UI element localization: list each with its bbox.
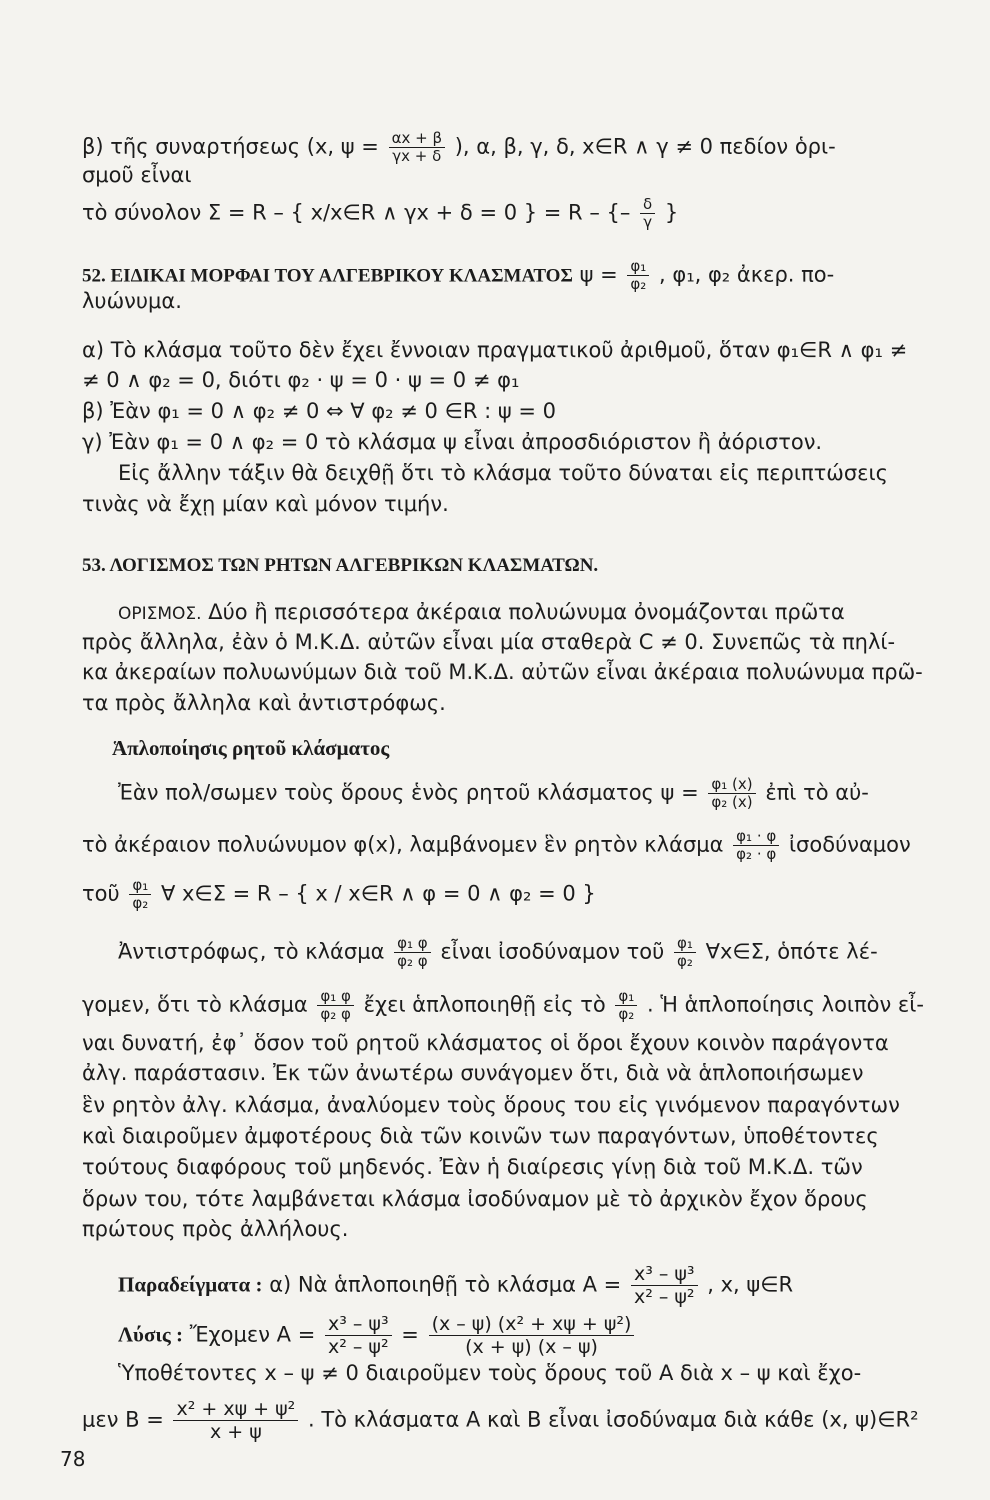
text-line: Ἐὰν πολ/σωμεν τοὺς ὅρους ἑνὸς ρητοῦ κλάσματος ψ = $\frac{\text{φ₁ (x)}}{\text{φ₂ (x)}}$ ἐπὶ τὸ αὐ-	[118, 775, 869, 811]
text-line: καὶ διαιροῦμεν ἀμφοτέρους διὰ τῶν κοινῶν των παραγόντων, ὑποθέτοντες	[82, 1124, 879, 1148]
fraction: $\frac{\text{x² + xψ + ψ²}}{x + \psi}$	[173, 1398, 298, 1443]
text-line: σμοῦ εἶναι	[82, 163, 192, 187]
fraction: $\frac{\text{(x – ψ) (x² + xψ + ψ²)}}{(x + \psi) (x - \psi)}$	[429, 1313, 635, 1358]
text-line: Λύσις : Ἔχομεν Α = $\frac{\text{x³ – ψ³}}{\text{x² – ψ²}}$ = $\frac{\text{(x – ψ) (x² + xψ + ψ²)}}{(x + \psi) (x - \psi)}$	[118, 1313, 947, 1358]
text-line: γομεν, ὅτι τὸ κλάσμα $\frac{\text{φ₁ φ}}{\text{φ₂ φ}}$ ἔχει ἁπλοποιηθῇ εἰς τὸ $\frac{\text{φ₁}}{\text{φ₂}}$ . Ἡ ἁπλοποίησις λοιπὸν εἶ-	[82, 987, 924, 1023]
text-line: κα ἀκεραίων πολυωνύμων διὰ τοῦ Μ.Κ.Δ. αὐτῶν εἶναι ἀκέραια πολυώνυμα πρῶ-	[82, 660, 923, 684]
fraction: $\frac{\text{φ₁}}{\text{φ₂}}$	[615, 988, 637, 1023]
text-line: β) τῆς συναρτήσεως (x, ψ = $\frac{\alpha x + \beta}{\gamma x + \delta}$ ), α, β, γ, δ, x∈R ∧ γ ≠ 0 πεδίον ὁρι-	[82, 129, 836, 165]
fraction: $\frac{\delta}{\gamma}$	[640, 196, 655, 231]
text-line: Ὑποθέτοντες x – ψ ≠ 0 διαιροῦμεν τοὺς ὅρους τοῦ Α διὰ x – ψ καὶ ἔχο-	[118, 1361, 862, 1385]
text-line: τὸ ἀκέραιον πολυώνυμον φ(x), λαμβάνομεν ἓν ρητὸν κλάσμα $\frac{\text{φ₁ · φ}}{\text{φ₂ · φ}}$ ἰσοδύναμον	[82, 827, 911, 863]
text-line: τα πρὸς ἄλληλα καὶ ἀντιστρόφως.	[82, 691, 446, 715]
text-line: Εἰς ἄλλην τάξιν θὰ δειχθῇ ὅτι τὸ κλάσμα τοῦτο δύναται εἰς περιπτώσεις	[118, 461, 888, 485]
section-53-heading: 53. ΛΟΓΙΣΜΟΣ ΤΩΝ ΡΗΤΩΝ ΑΛΓΕΒΡΙΚΩΝ ΚΛΑΣΜΑΤΩΝ.	[82, 555, 599, 576]
text-line: τούτους διαφόρους τοῦ μηδενός. Ἐὰν ἡ διαίρεσις γίνῃ διὰ τοῦ Μ.Κ.Δ. τῶν	[82, 1155, 863, 1179]
fraction: $\frac{\text{φ₁}}{\text{φ₂}}$	[627, 258, 649, 293]
section-52-heading: 52. ΕΙΔΙΚΑΙ ΜΟΡΦΑΙ ΤΟΥ ΑΛΓΕΒΡΙΚΟΥ ΚΛΑΣΜΑΤΟΣ ψ = $\frac{\text{φ₁}}{\text{φ₂}}$ , φ₁, φ₂ ἀκερ. πο-	[82, 257, 835, 293]
text-line: ἀλγ. παράστασιν. Ἐκ τῶν ἀνωτέρω συνάγομεν ὅτι, διὰ νὰ ἁπλοποιήσωμεν	[82, 1061, 864, 1085]
fraction: $\frac{\text{x³ – ψ³}}{\text{x² – ψ²}}$	[631, 1263, 698, 1308]
text-line: ὅρων του, τότε λαμβάνεται κλάσμα ἰσοδύναμον μὲ τὸ ἀρχικὸν ἔχον ὅρους	[82, 1187, 868, 1211]
text-line: Παραδείγματα : α) Νὰ ἁπλοποιηθῇ τὸ κλάσμα Α = $\frac{\text{x³ – ψ³}}{\text{x² – ψ²}}$ , x, ψ∈R	[118, 1263, 794, 1308]
text-line: τινὰς νὰ ἔχῃ μίαν καὶ μόνον τιμήν.	[82, 492, 449, 516]
subsection-heading: Ἁπλοποίησις ρητοῦ κλάσματος	[112, 736, 390, 760]
text-line: β) Ἐὰν φ₁ = 0 ∧ φ₂ ≠ 0 ⇔ ∀ φ₂ ≠ 0 ∈R : ψ = 0	[82, 399, 557, 423]
text-line: ≠ 0 ∧ φ₂ = 0, διότι φ₂ · ψ = 0 · ψ = 0 ≠ φ₁	[82, 368, 520, 392]
text-line: γ) Ἐὰν φ₁ = 0 ∧ φ₂ = 0 τὸ κλάσμα ψ εἶναι ἀπροσδιόριστον ἢ ἀόριστον.	[82, 430, 823, 454]
fraction: $\frac{\text{x³ – ψ³}}{\text{x² – ψ²}}$	[325, 1313, 392, 1358]
page-number: 78	[60, 1447, 86, 1471]
text-line: Ἀντιστρόφως, τὸ κλάσμα $\frac{\text{φ₁ φ}}{\text{φ₂ φ}}$ εἶναι ἰσοδύναμον τοῦ $\frac{\text{φ₁}}{\text{φ₂}}$ ∀x∈Σ, ὁπότε λέ-	[118, 934, 878, 970]
text-line: λυώνυμα.	[82, 289, 182, 313]
fraction: $\frac{\text{φ₁}}{\text{φ₂}}$	[129, 877, 151, 912]
text-line: ναι δυνατή, ἐφ᾽ ὅσον τοῦ ρητοῦ κλάσματος οἱ ὅροι ἔχουν κοινὸν παράγοντα	[82, 1031, 889, 1055]
text-line: α) Τὸ κλάσμα τοῦτο δὲν ἔχει ἔννοιαν πραγματικοῦ ἀριθμοῦ, ὅταν φ₁∈R ∧ φ₁ ≠	[82, 338, 908, 362]
text-line: τὸ σύνολον Σ = R – { x/x∈R ∧ γx + δ = 0 } = R – {– $\frac{\delta}{\gamma}$ }	[82, 195, 679, 231]
fraction: $\frac{\text{φ₁ (x)}}{\text{φ₂ (x)}}$	[708, 776, 755, 811]
text-line: μεν Β = $\frac{\text{x² + xψ + ψ²}}{x + \psi}$ . Τὸ κλάσματα Α καὶ Β εἶναι ἰσοδύναμα διὰ κάθε (x, ψ)∈R²	[82, 1398, 919, 1443]
definition-label: ΟΡΙΣΜΟΣ.	[118, 604, 202, 624]
fraction: $\frac{\alpha x + \beta}{\gamma x + \delta}$	[389, 130, 445, 165]
text-line: τοῦ $\frac{\text{φ₁}}{\text{φ₂}}$ ∀ x∈Σ = R – { x / x∈R ∧ φ = 0 ∧ φ₂ = 0 }	[82, 876, 596, 912]
text-line: πρώτους πρὸς ἀλλήλους.	[82, 1217, 349, 1241]
examples-label: Παραδείγματα :	[118, 1272, 263, 1297]
fraction: $\frac{\text{φ₁ φ}}{\text{φ₂ φ}}$	[317, 988, 354, 1023]
text-line: πρὸς ἄλληλα, ἐὰν ὁ Μ.Κ.Δ. αὐτῶν εἶναι μία σταθερὰ C ≠ 0. Συνεπῶς τὰ πηλί-	[82, 630, 896, 654]
text-line: ΟΡΙΣΜΟΣ. Δύο ἢ περισσότερα ἀκέραια πολυώνυμα ὀνομάζονται πρῶτα	[118, 600, 845, 624]
solution-label: Λύσις :	[118, 1322, 183, 1347]
fraction: $\frac{\text{φ₁}}{\text{φ₂}}$	[674, 935, 696, 970]
fraction: $\frac{\text{φ₁ φ}}{\text{φ₂ φ}}$	[394, 935, 431, 970]
fraction: $\frac{\text{φ₁ · φ}}{\text{φ₂ · φ}}$	[733, 828, 779, 863]
text-line: ἓν ρητὸν ἀλγ. κλάσμα, ἀναλύομεν τοὺς ὅρους του εἰς γινόμενον παραγόντων	[82, 1093, 900, 1117]
